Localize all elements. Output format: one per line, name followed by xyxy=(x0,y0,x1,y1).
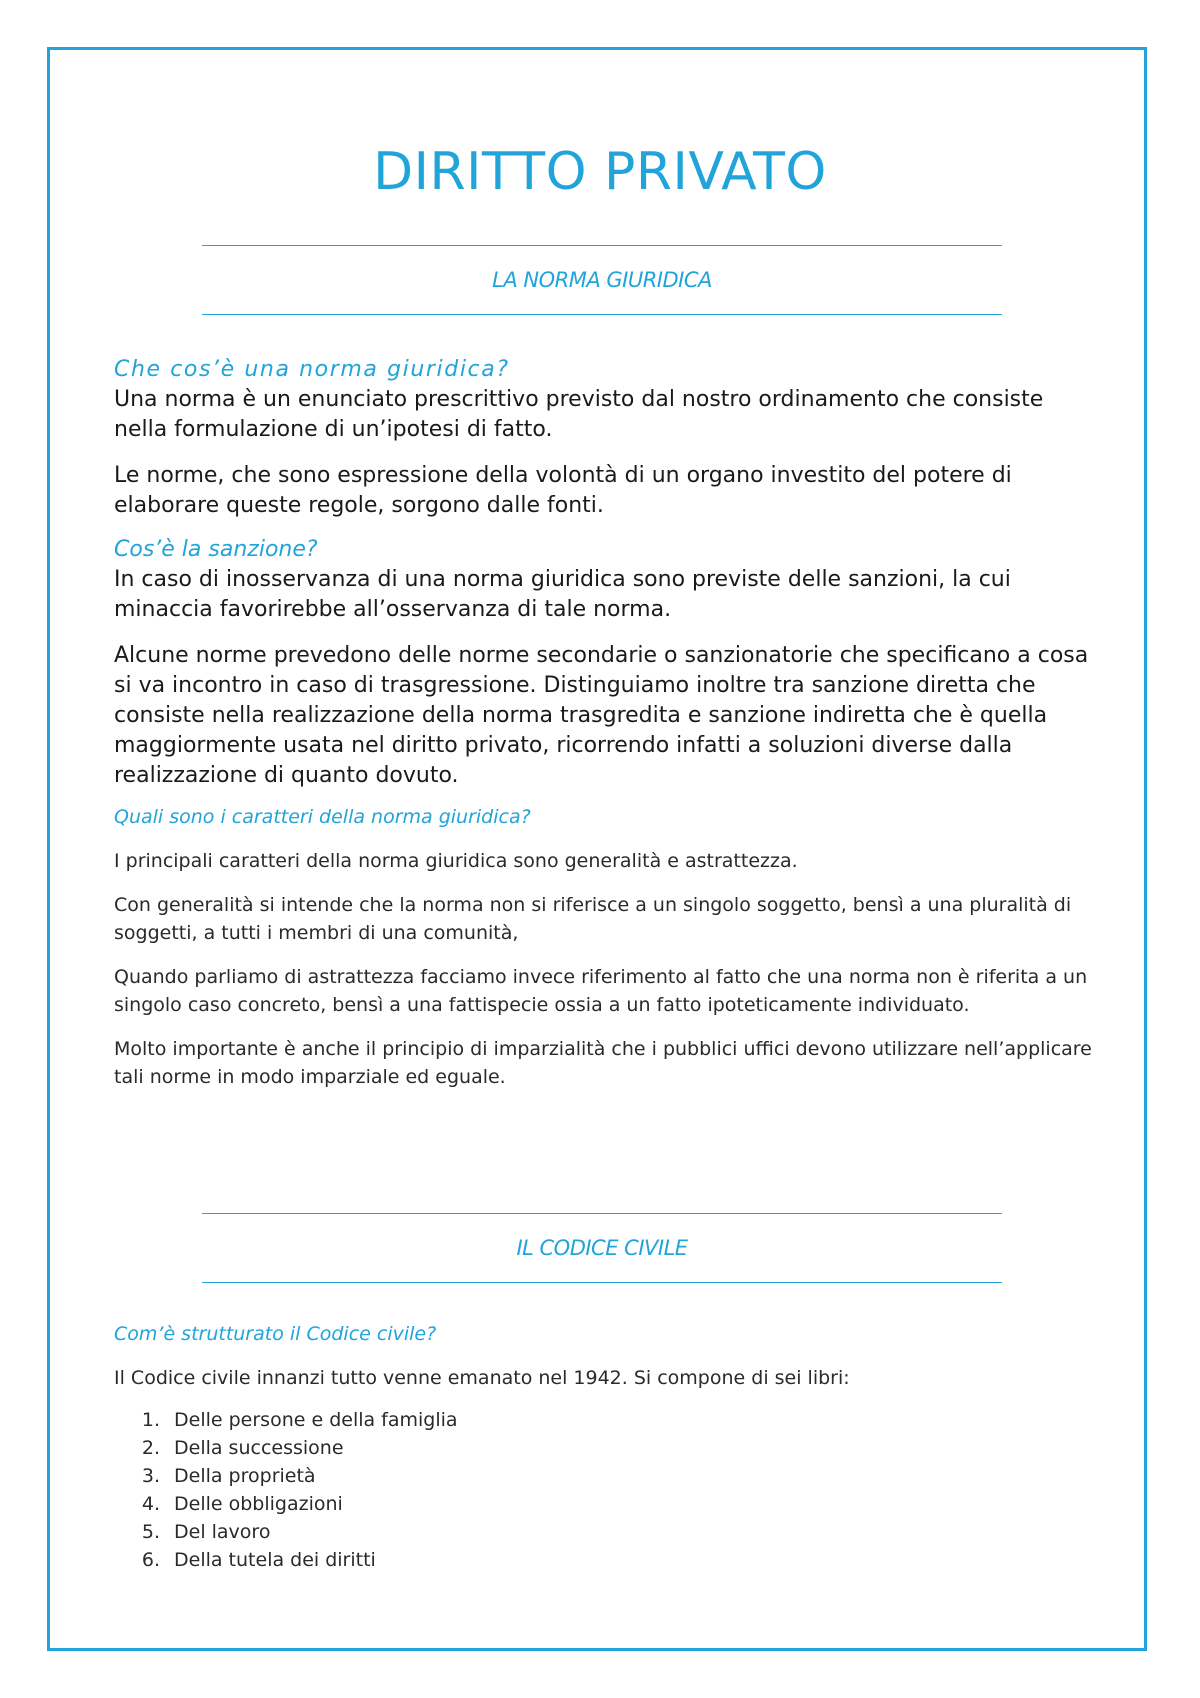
question-heading: Che cos’è una norma giuridica? xyxy=(114,357,510,382)
paragraph: Le norme, che sono espressione della volontà di un organo investito del potere di elaborare queste regole, sorgono dalle fonti. xyxy=(114,463,1012,518)
section-heading: IL CODICE CIVILE xyxy=(516,1236,688,1260)
question-heading: Quali sono i caratteri della norma giuridica? xyxy=(114,806,531,828)
list-item: 5. Del lavoro xyxy=(141,1521,271,1543)
paragraph: Molto importante è anche il principio di imparzialità che i pubblici uffici devono utilizzare nell’applicare tali norme in modo imparziale ed eguale. xyxy=(114,1038,1092,1088)
question-heading: Com’è strutturato il Codice civile? xyxy=(114,1323,437,1345)
section-codice-body xyxy=(114,1320,1094,1574)
document-title: DIRITTO PRIVATO xyxy=(373,142,827,202)
paragraph: Alcune norme prevedono delle norme secondarie o sanzionatorie che specificano a cosa si va incontro in caso di trasgressione. Distinguiamo inoltre tra sanzione diretta che consiste nella realizzazione della norma trasgredita e sanzione indiretta che è quella maggiormente usata nel diritto privato, ricorrendo infatti a soluzioni diverse dalla realizzazione di quanto dovuto. xyxy=(114,643,1089,788)
books-list xyxy=(114,1406,1094,1574)
question-heading: Cos’è la sanzione? xyxy=(114,537,318,562)
list-item: 2. Della successione xyxy=(141,1437,344,1459)
banner-bottom-rule xyxy=(202,314,1002,315)
section-heading: LA NORMA GIURIDICA xyxy=(492,268,712,292)
section-banner-codice xyxy=(202,1213,1002,1283)
paragraph: In caso di inosservanza di una norma giuridica sono previste delle sanzioni, la cui minaccia favorirebbe all’osservanza di tale norma. xyxy=(114,567,1011,622)
list-item: 4. Delle obbligazioni xyxy=(141,1493,343,1515)
section-banner-norma xyxy=(202,245,1002,315)
paragraph: Una norma è un enunciato prescrittivo previsto dal nostro ordinamento che consiste nella formulazione di un’ipotesi di fatto. xyxy=(114,387,1044,442)
banner-bottom-rule xyxy=(202,1282,1002,1283)
list-item: 3. Della proprietà xyxy=(141,1465,316,1487)
paragraph: I principali caratteri della norma giuridica sono generalità e astrattezza. xyxy=(114,850,798,872)
section-norma-body xyxy=(114,355,1094,1091)
paragraph: Il Codice civile innanzi tutto venne emanato nel 1942. Si compone di sei libri: xyxy=(114,1367,850,1389)
paragraph: Con generalità si intende che la norma non si riferisce a un singolo soggetto, bensì a una pluralità di soggetti, a tutti i membri di una comunità, xyxy=(114,894,1072,944)
list-item: 1. Delle persone e della famiglia xyxy=(141,1409,458,1431)
paragraph: Quando parliamo di astrattezza facciamo invece riferimento al fatto che una norma non è riferita a un singolo caso concreto, bensì a una fattispecie ossia a un fatto ipoteticamente individuato. xyxy=(114,966,1088,1016)
list-item: 6. Della tutela dei diritti xyxy=(141,1549,376,1571)
